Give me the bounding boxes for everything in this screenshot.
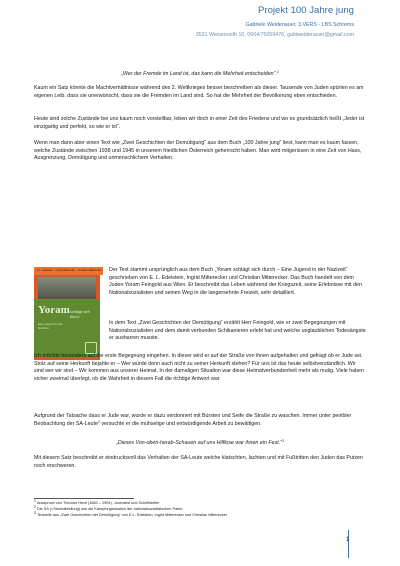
footnote-3-text: Textzeile aus „Zwei Geschichten der Demütigung“ von E.L. Edelstein, Ingrid Mitterecker und Christian Mitterecker [36, 513, 228, 517]
footnote-2-num: 2 [34, 505, 36, 509]
paragraph-peace: Heute sind solche Zustände bei uns kaum noch vorstellbar, leben wir doch in einer Zeit des Friedens und wo es grundsätzlich heißt „Jeder ist einzigartig und perfekt, so wie er ist“. [34, 116, 365, 130]
paragraph-intro: Kaum ein Satz könnte die Machtverhältnisse während des 2. Weltkrieges besser beschreiben als dieser. Tausende von Juden spürten es am eigenen Leib, dass sie unerwünscht, dass sie die Fremden im Land sind. So hat die Mehrheit der Bevölkerung eben entschieden. [34, 85, 364, 99]
book-cover-title: Yoram [38, 304, 70, 316]
paragraph-washing-text-a: Aufgrund der Tatsache dass er Jude war, wurde er dazu verdonnert mit Bürsten und Seife die Straße zu waschen. Immer unter penibler Beobachtung der SA-Leute [34, 413, 352, 427]
footnote-ref-2: 2 [97, 419, 100, 424]
footnote-2 [34, 507, 182, 512]
address-line: 3531 Wiesenreith 10, 0664/75059476, gabiweidenauer@gmail.com [195, 32, 354, 38]
author-line: Gabriele Weidenauer, 3.VERS - LBS Schrems [245, 22, 354, 28]
paragraph-washing-text-b: versuchte er die mühselige und entwürdigende Arbeit zu bewältigen. [99, 420, 262, 427]
paragraph-book: Wenn man dann aber einen Text wie „Zwei Geschichten der Demütigung“ aus dem Buch „100 Jahre jung“ liest, kann man es kaum fassen, welche Zustände zwischen 1938 und 1945 in unserem friedlichen Österreich geherrscht haben. Man wird mitgerissen in eine Zeit von Hass, Ausgrenzung, Demütigung und unmenschlichem Verhalten. [34, 140, 362, 161]
quote-herzl-text: „Wer der Fremde im Land ist, das kann die Mehrheit entscheiden“. [121, 71, 277, 77]
book-cover-image [34, 267, 100, 360]
project-title: Projekt 100 Jahre jung [258, 5, 354, 16]
page-number: 1 [346, 537, 350, 543]
paragraph-story: In dem Text „Zwei Geschichten der Demütigung“ erzählt Herr Feingold, wie er zwei Begegnungen mit Nationalsozialisten und dem damit verbunden Schikanieren erlebt hat und welche unglaublichen Todesängste er ausharren musste. [109, 320, 366, 341]
paragraph-encounter: Ich möchte besonders auf die erste Begegnung eingehen. In dieser wird er auf der Straße von ihnen aufgehalten und gefragt ob er Jude sei. Stolz auf seine Herkunft bejahte er – Wer würde denn auch nicht zu seiner Herkunft stehen? Für uns ist das heute selbstverständlich. Wir sind wer wir sind – Wir kommen aus unserer Heimat. In der damaligen Situation war diese Heimatverbundenheit mehr als mutig. Viele haben sicher zweimal überlegt, ob die Wahrheit in diesem Fall die richtige Antwort war. [34, 353, 364, 382]
book-cover-authors: E.L. Edelstein · Ingrid Mitterecker · Christian Mitterecker [34, 267, 103, 275]
quote-feingold [34, 440, 366, 448]
paragraph-origin: Der Text stammt ursprünglich aus dem Buch „Yoram schlägt sich durch – Eine Jugend in der Nazizeit“ geschrieben von E. L. Edelstein, Ingrid Mitterecker und Christian Mitterecker. Das Buch handelt von dem Juden Yoram Feingold aus Wien. Er beschreibt das Leben während der Kriegszeit, seine Erlebnisse mit den Nationalsozialisten und seinen Weg in die langersehnte Freizeit, sehr detailliert. [109, 267, 362, 296]
footnote-1-text: Ausspruch von Theodor Herzl (1860 – 1904), Journalist und Schriftsteller [36, 501, 160, 505]
quote-herzl [34, 71, 366, 79]
page-number-rule [348, 530, 349, 558]
book-cover-title-2: schlägt sich durch [70, 310, 90, 319]
footnote-1 [34, 501, 159, 506]
footnote-ref-1: 1 [276, 70, 279, 74]
paragraph-conclusion: Mit diesem Satz beschreibt er eindrucksvoll das Verhalten der SA-Leute welche klatschten, lachten und mit Fußtritten den Juden das Putzen noch erschweren. [34, 455, 363, 469]
book-cover-subtitle: Eine Jugend in der Nazizeit [38, 322, 64, 330]
footnote-3 [34, 513, 227, 518]
footnote-3-num: 3 [34, 511, 36, 515]
quote-feingold-text: „Dieses Von-oben-herab-Schauen auf uns Hilflose war ihnen ein Fest.“ [116, 440, 282, 446]
footnote-1-num: 1 [34, 499, 36, 503]
footnote-2-text: Die SA (=Sturmabteilung) war die Kampforganisation der nationalsozialistischen Partei [36, 507, 183, 511]
footnote-divider [34, 498, 134, 499]
book-cover-photo [38, 277, 96, 299]
book-cover-title-band [34, 300, 100, 357]
footnote-ref-3: 3 [281, 439, 284, 443]
paragraph-washing [34, 413, 366, 428]
